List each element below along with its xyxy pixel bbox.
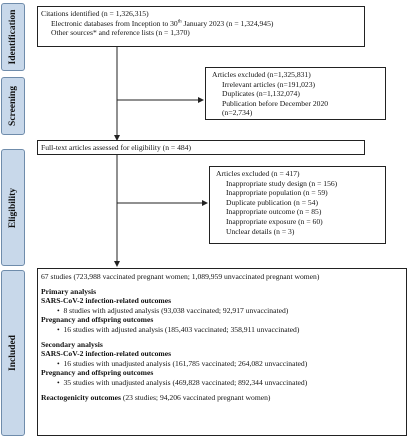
excluded-eligibility-item: Unclear details (n = 3) bbox=[226, 226, 295, 236]
identified-other-sources: Other sources* and reference lists (n = 1,370) bbox=[51, 28, 190, 38]
secondary-sars-item: • 16 studies with unadjusted analysis (161,785 vaccinated; 264,082 unvaccinated) bbox=[57, 358, 308, 368]
stage-eligibility-label: Eligibility bbox=[8, 187, 18, 228]
fulltext-box bbox=[37, 140, 365, 155]
primary-preg-heading: Pregnancy and offspring outcomes bbox=[41, 315, 154, 325]
primary-preg-item: • 16 studies with adjusted analysis (185,403 vaccinated; 358,911 unvaccinated) bbox=[57, 324, 300, 334]
excluded-eligibility-item: Inappropriate population (n = 59) bbox=[226, 188, 328, 198]
excluded-eligibility-title: Articles excluded (n = 417) bbox=[216, 169, 300, 178]
included-summary: 67 studies (723,988 vaccinated pregnant women; 1,089,959 unvaccinated pregnant women) bbox=[41, 272, 320, 281]
stage-identification-label: Identification bbox=[8, 9, 18, 65]
stage-screening-label: Screening bbox=[8, 86, 18, 126]
primary-sars-item: • 8 studies with adjusted analysis (93,038 vaccinated; 92,917 unvaccinated) bbox=[57, 305, 289, 315]
excluded-screening-item: Publication before December 2020 bbox=[222, 98, 329, 108]
excluded-eligibility-item: Inappropriate study design (n = 156) bbox=[226, 178, 338, 188]
stage-included-label: Included bbox=[8, 335, 18, 371]
excluded-eligibility-box bbox=[209, 166, 386, 244]
reactogenicity-line: Reactogenicity outcomes (23 studies; 94,206 vaccinated pregnant women) bbox=[41, 392, 271, 402]
excluded-eligibility-item: Inappropriate exposure (n = 60) bbox=[226, 216, 323, 226]
secondary-preg-heading: Pregnancy and offspring outcomes bbox=[41, 368, 154, 378]
primary-sars-heading: SARS-CoV-2 infection-related outcomes bbox=[41, 296, 172, 306]
excluded-eligibility-item: Inappropriate outcome (n = 85) bbox=[226, 207, 322, 217]
secondary-preg-item: • 35 studies with unadjusted analysis (469,828 vaccinated; 892,344 unvaccinated) bbox=[57, 377, 308, 387]
excluded-screening-box bbox=[205, 67, 386, 120]
excluded-screening-item: (n=2,734) bbox=[222, 108, 253, 118]
identified-databases: Electronic databases from Inception to 30th January 2023 (n = 1,324,945) bbox=[51, 18, 274, 28]
secondary-heading: Secondary analysis bbox=[41, 339, 103, 349]
excluded-screening-item: Duplicates (n=1,132,074) bbox=[222, 89, 300, 99]
excluded-screening-item: Irrelevant articles (n=191,023) bbox=[222, 79, 316, 89]
excluded-eligibility-item: Duplicate publication (n = 54) bbox=[226, 197, 319, 207]
fulltext-title: Full-text articles assessed for eligibility (n = 484) bbox=[41, 143, 192, 152]
included-box bbox=[37, 268, 407, 436]
identified-box bbox=[37, 6, 365, 47]
primary-heading: Primary analysis bbox=[41, 286, 97, 296]
identified-title: Citations identified (n = 1,326,315) bbox=[41, 9, 149, 18]
excluded-screening-title: Articles excluded (n=1,325,831) bbox=[212, 70, 311, 79]
secondary-sars-heading: SARS-CoV-2 infection-related outcomes bbox=[41, 349, 172, 359]
